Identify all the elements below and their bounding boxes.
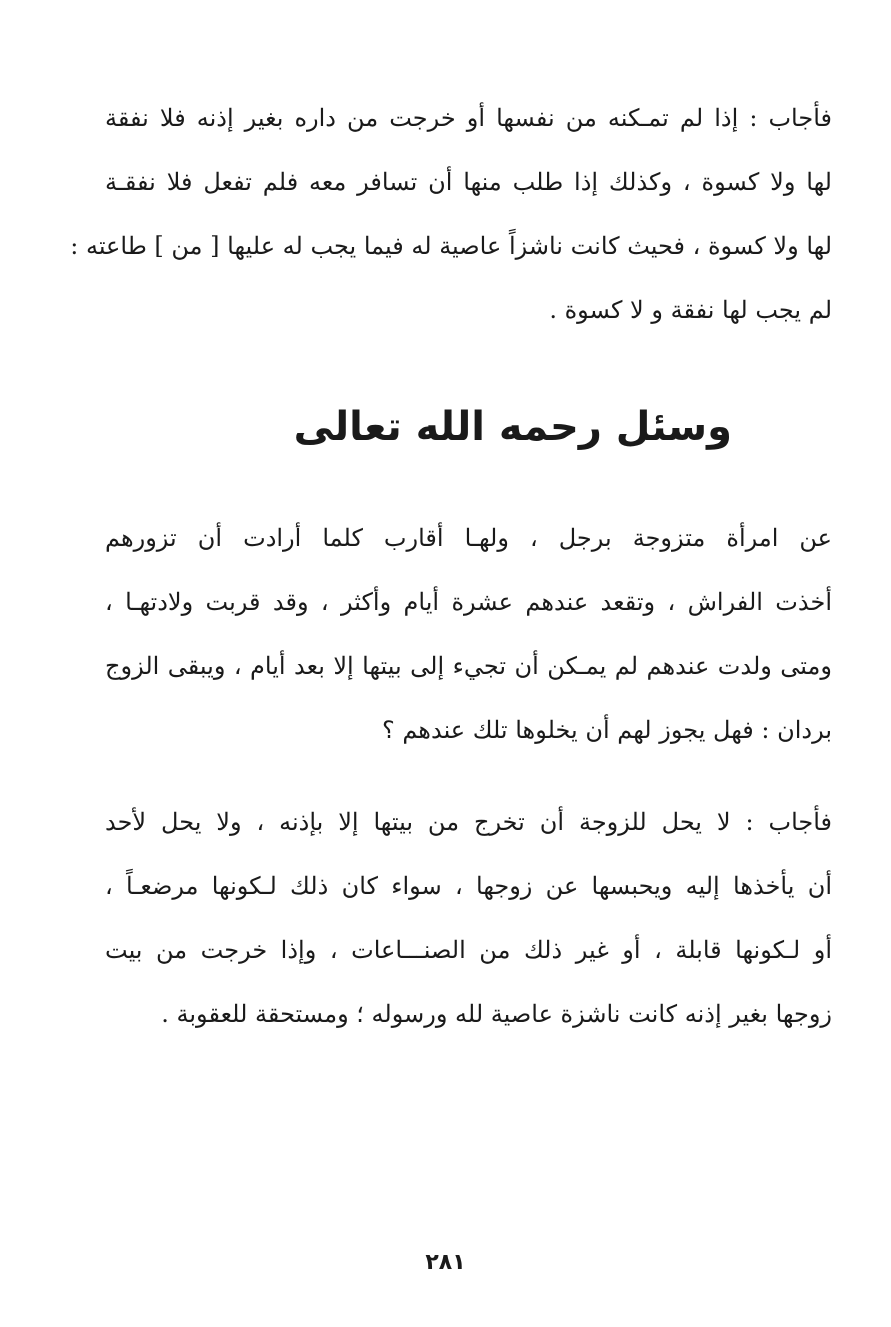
text-line: لم يجب لها نفقة و لا كسوة . [549,296,832,324]
question-paragraph [105,506,832,762]
text-line: عن امرأة متزوجة برجل ، ولهـا أقارب كلما أرادت أن تزورهم [105,524,832,552]
text-line: ومتى ولدت عندهم لم يمـكن أن تجيء إلى بيتها إلا بعد أيام ، ويبقى الزوج [105,652,832,680]
text-line: لها ولا كسوة ، فحيث كانت ناشزاً عاصية له فيما يجب له عليها [ من ] طاعته : [70,232,832,260]
text-line: أو لـكونها قابلة ، أو غير ذلك من الصنـــاعات ، وإذا خرجت من بيت [105,936,832,964]
text-line: لها ولا كسوة ، وكذلك إذا طلب منها أن تسافر معه فلم تفعل فلا نفقـة [105,168,832,196]
answer-paragraph-1 [70,86,832,342]
page-number: ٢٨١ [425,1250,466,1275]
text-line: فأجاب : إذا لم تمـكنه من نفسها أو خرجت من داره بغير إذنه فلا نفقة [105,104,832,132]
text-line: زوجها بغير إذنه كانت ناشزة عاصية لله ورسوله ؛ ومستحقة للعقوبة . [161,1000,832,1028]
text-line: فأجاب : لا يحل للزوجة أن تخرج من بيتها إلا بإذنه ، ولا يحل لأحد [105,808,832,836]
text-line: أن يأخذها إليه ويحبسها عن زوجها ، سواء كان ذلك لـكونها مرضعـاً ، [105,872,832,900]
text-line: بردان : فهل يجوز لهم أن يخلوها تلك عندهم ؟ [381,716,832,744]
section-heading: وسئل رحمه الله تعالى [293,404,732,450]
text-line: أخذت الفراش ، وتقعد عندهم عشرة أيام وأكثر ، وقد قربت ولادتهـا ، [105,588,832,616]
answer-paragraph-2 [105,790,832,1046]
